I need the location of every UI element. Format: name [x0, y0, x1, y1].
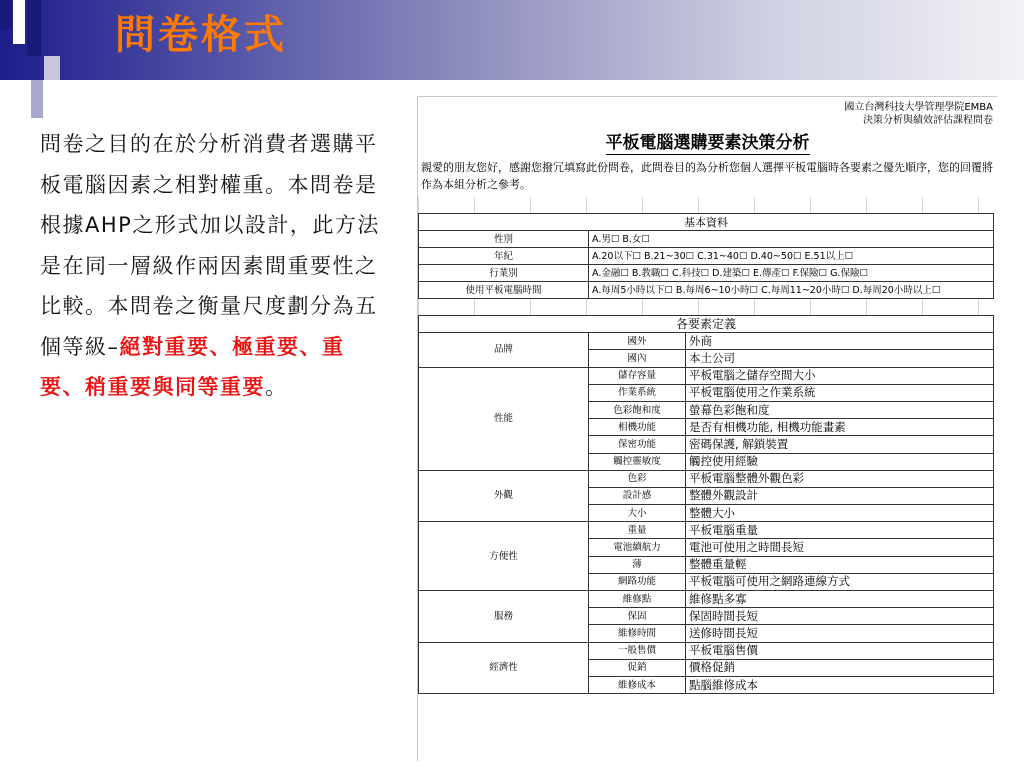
decor-block: [31, 80, 43, 118]
factor-meaning: 整體大小: [686, 505, 994, 522]
basic-info-row: [419, 231, 994, 248]
factor-item: 作業系統: [589, 384, 686, 401]
basic-info-options: A.每周5小時以下☐ B.每周6~10小時☐ C.每周11~20小時☐ D.每周20小時以上☐: [589, 282, 994, 299]
factor-item: 維修成本: [589, 676, 686, 693]
questionnaire-intro: 親愛的朋友您好，感謝您撥冗填寫此份問卷，此問卷目的為分析您個人選擇平板電腦時各要素之優先順序，您的回覆將作為本組分析之參考。: [421, 161, 993, 191]
questionnaire-title-text: 平板電腦選購要素決策分析: [605, 133, 810, 153]
decor-block: [44, 56, 60, 80]
factor-item: 大小: [589, 505, 686, 522]
factor-meaning: 平板電腦之儲存空間大小: [686, 367, 994, 384]
factor-group: 品牌: [419, 333, 589, 367]
factor-meaning: 平板電腦整體外觀色彩: [686, 470, 994, 487]
factor-meaning: 點腦維修成本: [686, 676, 994, 693]
factor-item: 儲存容量: [589, 367, 686, 384]
factor-item: 相機功能: [589, 419, 686, 436]
definition-row: [419, 591, 994, 608]
factor-meaning: 維修點多寡: [686, 591, 994, 608]
factor-item: 薄: [589, 556, 686, 573]
factor-group: 經濟性: [419, 642, 589, 694]
basic-info-label: 使用平板電腦時間: [419, 282, 589, 299]
factor-meaning: 價格促銷: [686, 659, 994, 676]
factor-item: 國內: [589, 350, 686, 367]
definition-row: [419, 522, 994, 539]
factor-meaning: 觸控使用經驗: [686, 453, 994, 470]
factor-item: 一般售價: [589, 642, 686, 659]
factor-item: 保密功能: [589, 436, 686, 453]
factor-group: 方便性: [419, 522, 589, 591]
questionnaire-title: [418, 132, 997, 154]
basic-info-table: [418, 213, 994, 299]
basic-info-label: 性別: [419, 231, 589, 248]
basic-info-row: [419, 248, 994, 265]
basic-info-header: 基本資料: [419, 214, 994, 231]
factor-item: 促銷: [589, 659, 686, 676]
factor-meaning: 電池可使用之時間長短: [686, 539, 994, 556]
factor-group: 服務: [419, 591, 589, 643]
basic-info-row: [419, 282, 994, 299]
slide-title: 問卷格式: [115, 12, 287, 58]
basic-info-label: 行業別: [419, 265, 589, 282]
factor-meaning: 本土公司: [686, 350, 994, 367]
factor-item: 設計感: [589, 487, 686, 504]
factor-meaning: 是否有相機功能, 相機功能畫素: [686, 419, 994, 436]
factor-meaning: 密碼保護, 解鎖裝置: [686, 436, 994, 453]
definition-table: [418, 315, 994, 694]
factor-item: 維修點: [589, 591, 686, 608]
basic-info-options: A.金融☐ B.教職☐ C.科技☐ D.建築☐ E.傳產☐ F.保險☐ G.保險☐: [589, 265, 994, 282]
factor-item: 色彩飽和度: [589, 401, 686, 418]
factor-meaning: 平板電腦使用之作業系統: [686, 384, 994, 401]
factor-item: 重量: [589, 522, 686, 539]
factor-meaning: 整體重量輕: [686, 556, 994, 573]
factor-item: 色彩: [589, 470, 686, 487]
importance-levels: 絕對重要、極重要、重要、稍重要與同等重要: [40, 334, 345, 399]
factor-meaning: 螢幕色彩飽和度: [686, 401, 994, 418]
decor-block: [27, 0, 41, 56]
factor-meaning: 送修時間長短: [686, 625, 994, 642]
factor-meaning: 平板電腦售價: [686, 642, 994, 659]
basic-info-row: [419, 265, 994, 282]
definition-row: [419, 333, 994, 350]
basic-info-options: A.20以下☐ B.21~30☐ C.31~40☐ D.40~50☐ E.51以上☐: [589, 248, 994, 265]
factor-meaning: 平板電腦可使用之網路連線方式: [686, 573, 994, 590]
grid-spacer: [418, 197, 997, 213]
institution-header: [418, 97, 997, 127]
basic-info-label: 年紀: [419, 248, 589, 265]
decor-block: [0, 0, 12, 30]
definition-header: 各要素定義: [419, 316, 994, 333]
factor-item: 維修時間: [589, 625, 686, 642]
factor-meaning: 保固時間長短: [686, 608, 994, 625]
grid-spacer: [418, 299, 997, 315]
factor-item: 電池續航力: [589, 539, 686, 556]
factor-meaning: 平板電腦重量: [686, 522, 994, 539]
factor-item: 觸控靈敏度: [589, 453, 686, 470]
description-main: 問卷之目的在於分析消費者選購平板電腦因素之相對權重。本問卷是根據AHP之形式加以設計，此方法是在同一層級作兩因素間重要性之比較。本問卷之衡量尺度劃分為五個等級–: [40, 132, 380, 359]
definition-row: [419, 367, 994, 384]
questionnaire-sheet: [417, 96, 997, 761]
factor-meaning: 整體外觀設計: [686, 487, 994, 504]
factor-item: 國外: [589, 333, 686, 350]
definition-row: [419, 642, 994, 659]
factor-item: 網路功能: [589, 573, 686, 590]
slide-description: [40, 124, 385, 408]
factor-item: 保固: [589, 608, 686, 625]
institution-line1: 國立台灣科技大學管理學院EMBA: [844, 102, 993, 113]
description-end: 。: [265, 375, 288, 399]
factor-meaning: 外商: [686, 333, 994, 350]
definition-row: [419, 470, 994, 487]
factor-group: 外觀: [419, 470, 589, 522]
decor-block: [13, 0, 25, 44]
basic-info-options: A.男☐ B.女☐: [589, 231, 994, 248]
factor-group: 性能: [419, 367, 589, 470]
institution-line2: 決策分析與績效評估課程問卷: [863, 115, 993, 126]
